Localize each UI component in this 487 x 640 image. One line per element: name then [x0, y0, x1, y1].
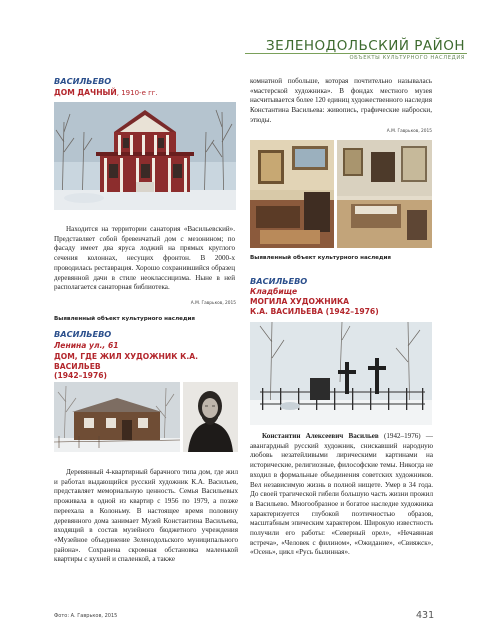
section2-street: Ленина ул., 61 — [54, 341, 119, 350]
section3-description-text: (1942–1976) — авангардный русский художник, снискавший народную любовь незатейливыми лирическими картинами на исторические, религиозные, философские темы. Никогда не входил в формальные объединения советских художников. Вел независимую жизнь в полной нищете. Умер в 34 года. До своей трагической гибели большую часть жизни прожил в Васильево. Многообразное и богатое наследие художника характеризуется глубокой поэтичностью образов, масштабным эпическим характером. Широкую известность получили его работы: «Северный орел», «Нечаянная встреча», «Человек с филином», «Ожидание», «Свияжск», «Осень», цикл «Русь былинная». — [250, 432, 433, 557]
section3-status: Выявленный объект культурного наследия — [250, 255, 391, 261]
section3-title-line1: МОГИЛА ХУДОЖНИКА — [250, 297, 350, 306]
section2-village: ВАСИЛЬЕВО — [54, 329, 112, 339]
section2-title-text: ДОМ, ГДЕ ЖИЛ ХУДОЖНИК К.А. ВАСИЛЬЕВ — [54, 352, 198, 371]
section3-place: Кладбище — [250, 287, 298, 296]
header-divider — [245, 53, 467, 54]
section2-continuation: комнатной побольше, которая почтительно называлась «мастерской художника». В фондах местного музея насчитывается более 120 единиц художественного наследия Константина Васильева: живопись, графические наброски, этюды. — [250, 77, 432, 124]
footer-photo-credit: Фото: А. Гаврьков, 2015 — [54, 613, 118, 619]
section2-photo-credit: А.М. Гаврьков, 2015 — [386, 129, 432, 134]
section3-title-line2: К.А. ВАСИЛЬЕВА (1942–1976) — [250, 306, 379, 316]
section2-title — [54, 352, 239, 381]
section2-status: Выявленный объект культурного наследия — [54, 316, 195, 322]
section1-title-text: ДОМ ДАЧНЫЙ — [54, 88, 117, 97]
section1-description — [54, 225, 235, 293]
page-header-title: ЗЕЛЕНОДОЛЬСКИЙ РАЙОН — [266, 38, 465, 54]
artist-portrait-photo — [183, 382, 238, 452]
house-photo — [54, 382, 180, 452]
section2-description-text: Деревянный 4-квартирный барачного типа дом, где жил и работал выдающийся русский художник К.А. Васильев, представляет мемориальную ценность. Семья Васильевых проживала в одной из квартир с 1956 по 1979, а позже переехала в Колоньму. В настоящее время половину деревянного дома занимает Музей Константина Васильева, входящий в состав музейного бюджетного учреждения «Музейное объединение Зеленодольского муниципального района». Сохранена скромная обстановка маленькой квартиры с кухней и спаленкой, а также — [54, 468, 238, 564]
section3-description — [250, 432, 433, 558]
section1-title-date: , 1910-е гг. — [116, 89, 158, 97]
section1-title — [54, 88, 234, 99]
section2-title-date: (1942–1976) — [54, 371, 108, 380]
grave-photo — [250, 322, 432, 425]
section1-photo-credit: А.М. Гаврьков, 2015 — [190, 301, 236, 306]
section1-village: ВАСИЛЬЕВО — [54, 76, 112, 86]
section2-description — [54, 468, 238, 565]
section1-description-text: Находится на территории санатория «Васильевский». Представляет собой бревенчатый дом с мезонином; по фасаду имеет два яруса лоджий на прямых круглого сечения колоннах, несущих фронтон. В 2000-х проводилась реставрация. Хорошо сохранившийся образец деревянной дачи в стиле неоклассицизма. Ныне в ней располагается санаторная библиотека. — [54, 225, 235, 292]
section3-title — [250, 297, 435, 316]
section3-village: ВАСИЛЬЕВО — [250, 276, 308, 286]
artist-name: Константин Алексеевич Васильев — [262, 432, 379, 440]
museum-interior-photo-2 — [337, 140, 432, 248]
page-number: 431 — [416, 610, 435, 621]
museum-interior-photo-1 — [250, 140, 334, 248]
page-header-subtitle: ОБЪЕКТЫ КУЛЬТУРНОГО НАСЛЕДИЯ — [349, 55, 465, 61]
dacha-photo — [54, 102, 236, 210]
